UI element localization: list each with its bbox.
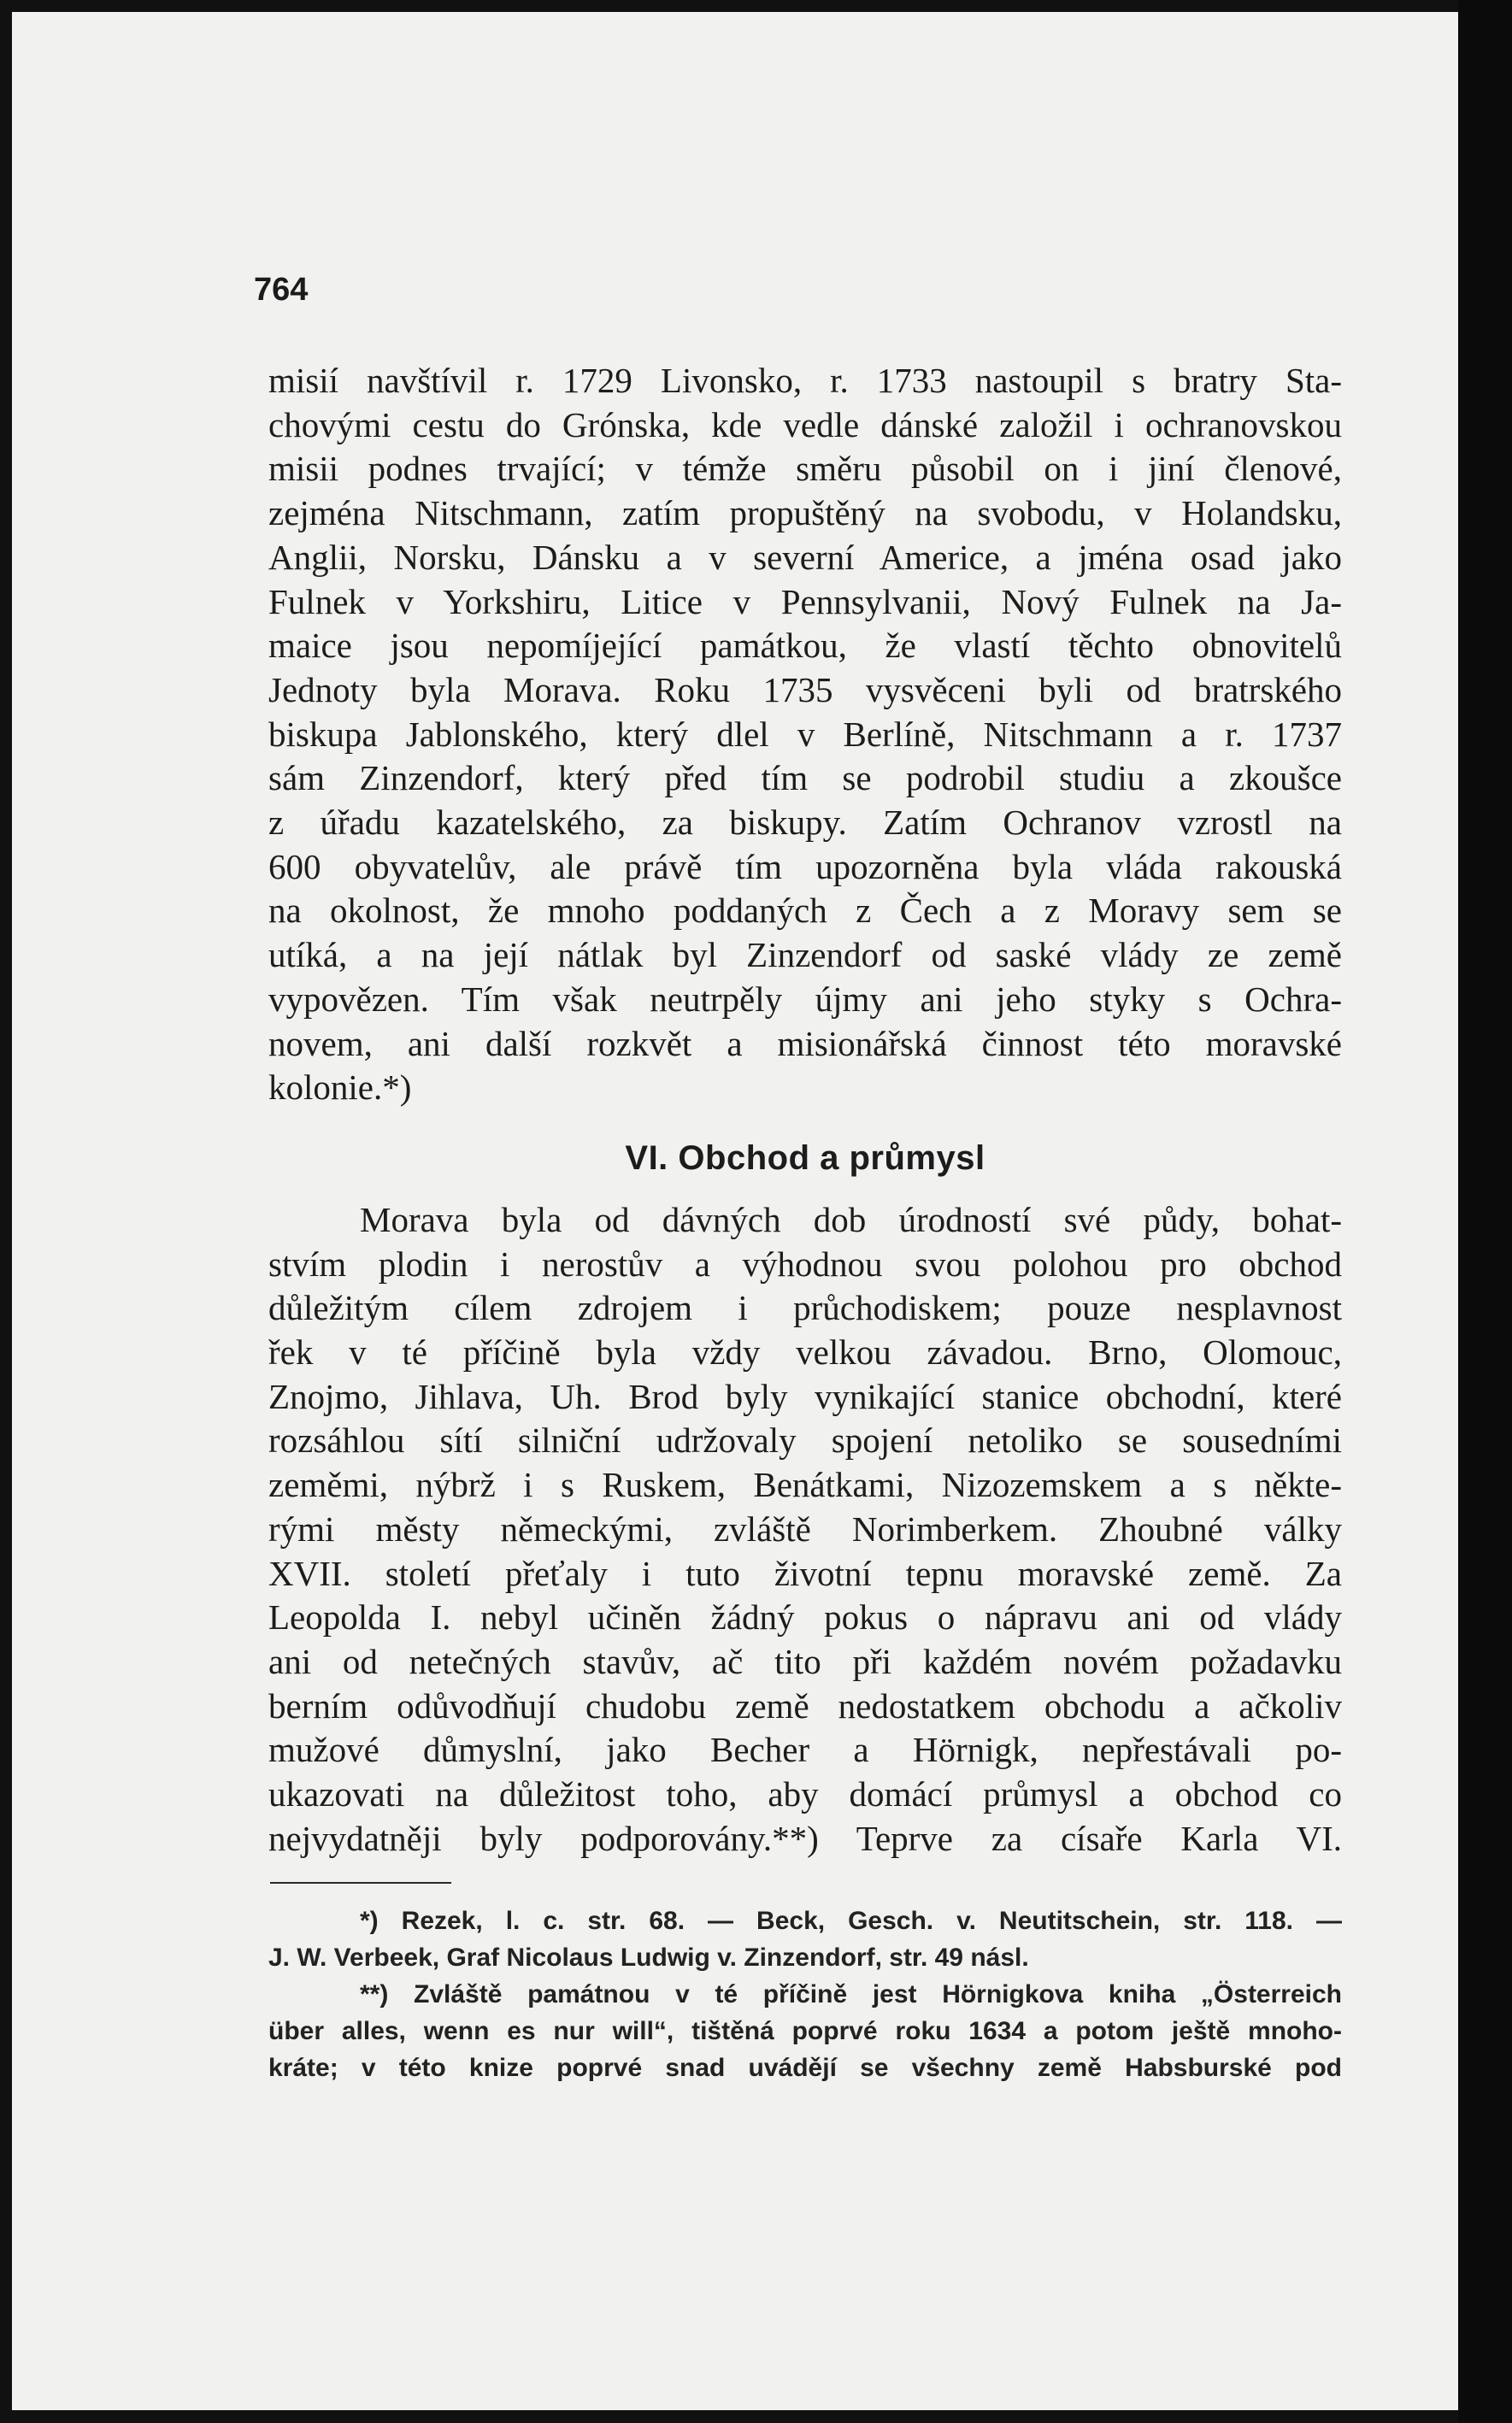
text-line: Znojmo, Jihlava, Uh. Brod byly vynikající stanice obchodní, které xyxy=(268,1376,1342,1416)
page-content xyxy=(268,359,1342,2086)
text-line: Morava byla od dávných dob úrodností své půdy, bohat- xyxy=(360,1199,1342,1239)
text-line: z úřadu kazatelského, za biskupy. Zatím Ochranov vzrostl na xyxy=(268,803,1342,843)
text-line: biskupa Jablonského, který dlel v Berlíně, Nitschmann a r. 1737 xyxy=(268,714,1342,754)
text-line: zejména Nitschmann, zatím propuštěný na svobodu, v Holandsku, xyxy=(268,493,1342,533)
text-line: ukazovati na důležitost toho, aby domácí průmysl a obchod co xyxy=(268,1774,1342,1814)
footnote-divider xyxy=(270,1882,451,1884)
text-line: Jednoty byla Morava. Roku 1735 vysvěceni byli od bratrského xyxy=(268,669,1342,709)
text-line: novem, ani další rozkvět a misionářská činnost této moravské xyxy=(268,1023,1342,1063)
text-line: chovými cestu do Grónska, kde vedle dánské založil i ochranovskou xyxy=(268,404,1342,444)
text-line: misii podnes trvající; v témže směru působil on i jiní členové, xyxy=(268,449,1342,489)
section-heading: VI. Obchod a průmysl xyxy=(625,1138,985,1177)
text-line: mužové důmyslní, jako Becher a Hörnigk, nepřestávali po- xyxy=(268,1730,1342,1770)
text-line: sám Zinzendorf, který před tím se podrobil studiu a zkoušce xyxy=(268,758,1342,798)
footnote-line: J. W. Verbeek, Graf Nicolaus Ludwig v. Zinzendorf, str. 49 násl. xyxy=(268,1943,1029,1972)
paragraph-trade xyxy=(268,1198,1342,1861)
paragraph-history xyxy=(268,359,1342,1110)
text-line: rozsáhlou sítí silniční udržovaly spojení netoliko se sousedními xyxy=(268,1420,1342,1461)
text-line: maice jsou nepomíjející památkou, že vlastí těchto obnovitelů xyxy=(268,626,1342,666)
text-line: rými městy německými, zvláště Norimberkem. Zhoubné války xyxy=(268,1508,1342,1549)
text-line: nejvydatněji byly podporovány.**) Teprve za císaře Karla VI. xyxy=(268,1818,1342,1858)
text-line: ani od netečných stavův, ač tito při každém novém požadavku xyxy=(268,1641,1342,1681)
text-line: Anglii, Norsku, Dánsku a v severní Americe, a jména osad jako xyxy=(268,537,1342,577)
text-line: utíká, a na její nátlak byl Zinzendorf od saské vlády ze země xyxy=(268,935,1342,975)
text-line: důležitým cílem zdrojem i průchodiskem; pouze nesplavnost xyxy=(268,1288,1342,1328)
text-line: misií navštívil r. 1729 Livonsko, r. 1733 nastoupil s bratry Sta- xyxy=(268,361,1342,400)
footnotes xyxy=(268,1903,1342,2086)
text-line: zeměmi, nýbrž i s Ruskem, Benátkami, Nizozemskem a s někte- xyxy=(268,1465,1342,1505)
page-number: 764 xyxy=(254,272,309,308)
text-line: Leopolda I. nebyl učiněn žádný pokus o nápravu ani od vlády xyxy=(268,1597,1342,1638)
footnote-line: **) Zvláště památnou v té příčině jest Hörnigkova kniha „Österreich xyxy=(360,1979,1342,2008)
scan-edge xyxy=(1458,0,1512,2423)
text-line: Fulnek v Yorkshiru, Litice v Pennsylvanii, Nový Fulnek na Ja- xyxy=(268,581,1342,621)
text-line: kolonie.*) xyxy=(268,1067,412,1108)
text-line: vypovězen. Tím však neutrpěly újmy ani jeho styky s Ochra- xyxy=(268,979,1342,1019)
footnote-line: kráte; v této knize poprvé snad uvádějí se všechny země Habsburské pod xyxy=(268,2053,1342,2082)
text-line: stvím plodin i nerostův a výhodnou svou polohou pro obchod xyxy=(268,1244,1342,1284)
text-line: na okolnost, že mnoho poddaných z Čech a z Moravy sem se xyxy=(268,891,1342,931)
text-line: berním odůvodňují chudobu země nedostatkem obchodu a ačkoliv xyxy=(268,1685,1342,1726)
text-line: 600 obyvatelův, ale právě tím upozorněna byla vláda rakouská xyxy=(268,846,1342,886)
footnote-line: *) Rezek, l. c. str. 68. — Beck, Gesch. v. Neutitschein, str. 118. — xyxy=(360,1906,1342,1935)
footnote-line: über alles, wenn es nur will“, tištěná poprvé roku 1634 a potom ještě mnoho- xyxy=(268,2016,1342,2045)
text-line: řek v té příčině byla vždy velkou závadou. Brno, Olomouc, xyxy=(268,1332,1342,1373)
text-line: XVII. století přeťaly i tuto životní tepnu moravské země. Za xyxy=(268,1553,1342,1593)
